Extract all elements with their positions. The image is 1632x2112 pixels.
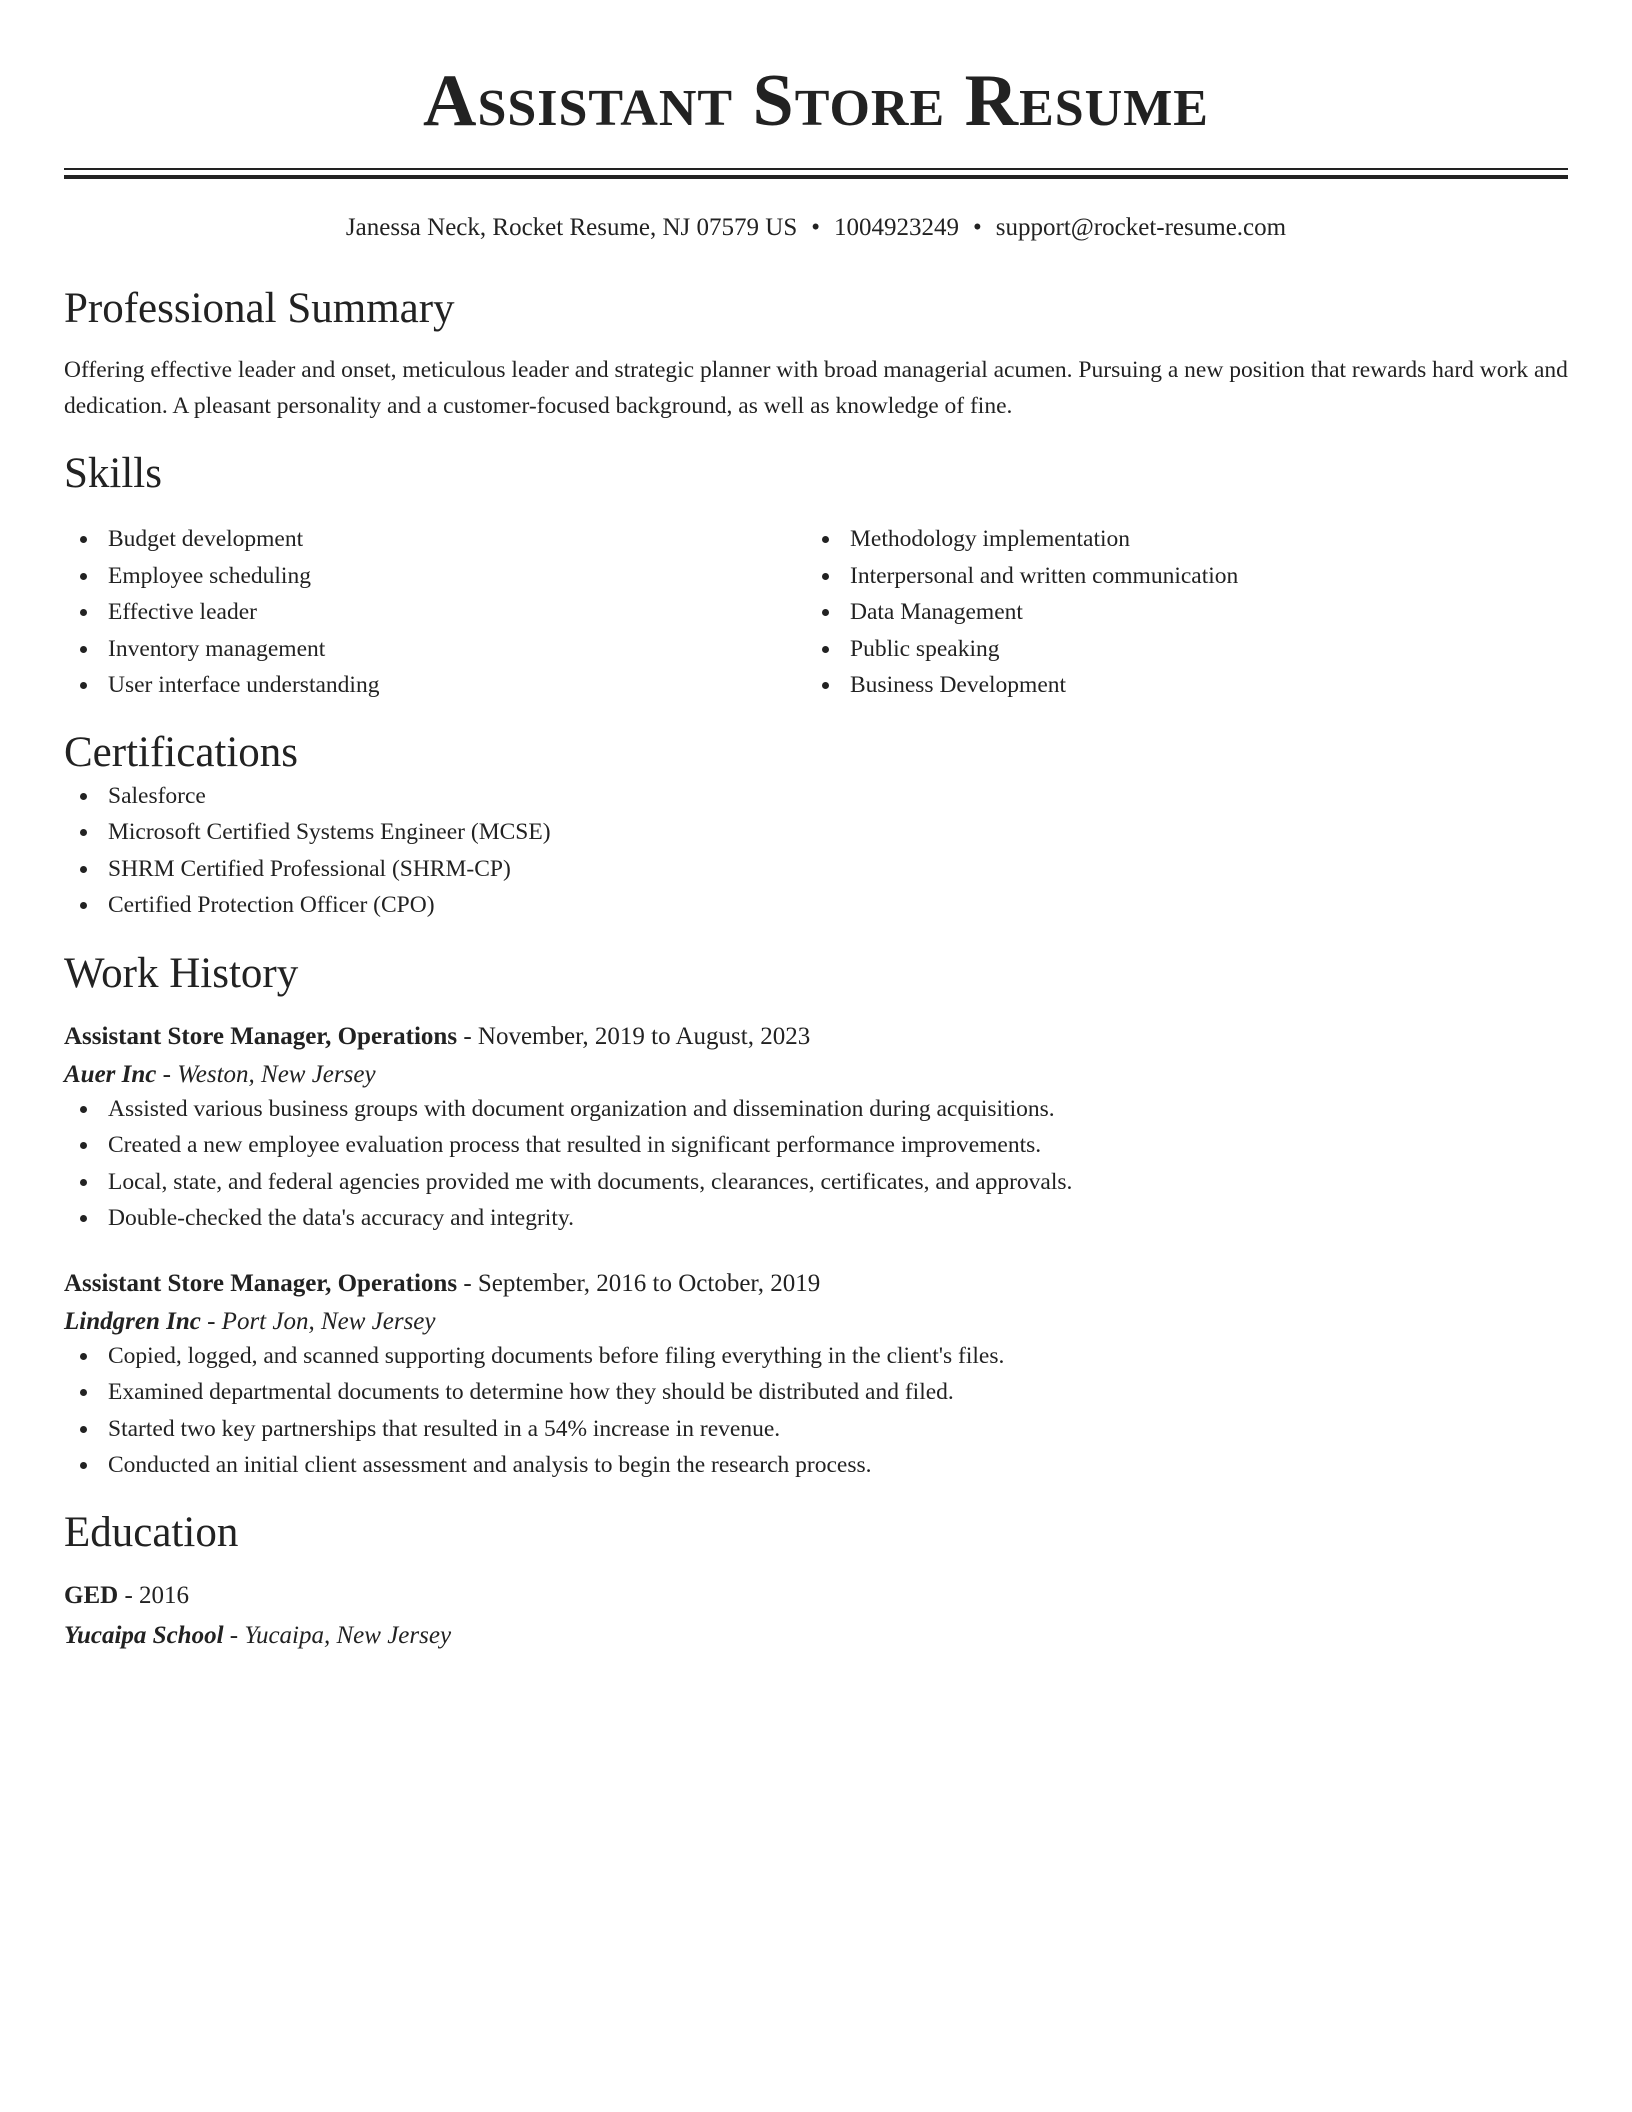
skill-label: Interpersonal and written communication — [850, 562, 1239, 589]
skills-heading: Skills — [64, 450, 162, 497]
contact-separator: • — [973, 214, 982, 241]
certification-item — [64, 851, 1568, 888]
certification-item — [64, 778, 1568, 815]
job-duty-text: Assisted various business groups with document organization and dissemination during acquisitions. — [108, 1095, 1055, 1122]
skill-item — [806, 631, 1548, 668]
job-entry — [64, 1021, 1568, 1237]
education-year: - 2016 — [118, 1581, 190, 1609]
bullet-icon — [80, 793, 87, 800]
certifications-section — [64, 728, 1568, 924]
job-entry — [64, 1268, 1568, 1484]
summary-section — [64, 284, 1568, 424]
contact-separator: • — [811, 214, 821, 241]
job-duty-item — [64, 1164, 1568, 1201]
job-duty-text: Local, state, and federal agencies provided me with documents, clearances, certificates, and approvals. — [108, 1168, 1073, 1195]
skill-item — [806, 667, 1548, 704]
skill-label: Public speaking — [850, 635, 1000, 662]
skill-item — [806, 521, 1548, 558]
bullet-icon — [822, 609, 829, 616]
bullet-icon — [80, 646, 87, 653]
education-school-line — [64, 1620, 1568, 1652]
job-company-line — [64, 1059, 1568, 1091]
skill-label: Budget development — [108, 526, 304, 552]
bullet-icon — [80, 829, 87, 836]
skill-label: Inventory management — [108, 635, 326, 662]
certification-label: Certified Protection Officer (CPO) — [108, 892, 435, 918]
job-title-line — [64, 1268, 1568, 1300]
resume-page — [64, 0, 1568, 1652]
job-company-line — [64, 1306, 1568, 1338]
skill-item — [806, 594, 1548, 631]
bullet-icon — [80, 573, 87, 580]
job-duties-list — [64, 1338, 1568, 1484]
job-duty-item — [64, 1447, 1568, 1484]
title-rule-thin — [64, 168, 1568, 170]
contact-line — [64, 213, 1568, 243]
education-degree: GED — [64, 1581, 119, 1609]
bullet-icon — [80, 1215, 87, 1222]
title-rule-thick — [64, 175, 1568, 179]
certification-label: Salesforce — [108, 782, 206, 809]
education-school: Yucaipa School — [64, 1621, 224, 1649]
bullet-icon — [822, 646, 829, 653]
education-heading: Education — [64, 1508, 239, 1556]
skill-item — [64, 521, 806, 558]
bullet-icon — [80, 866, 87, 873]
skills-list-left — [64, 521, 806, 704]
job-title: Assistant Store Manager, Operations — [64, 1022, 458, 1050]
bullet-icon — [822, 682, 829, 689]
skills-section — [64, 449, 1568, 704]
education-degree-line — [64, 1580, 1568, 1612]
job-duty-text: Started two key partnerships that resulted in a 54% increase in revenue. — [108, 1415, 781, 1442]
skill-label: Business Development — [850, 672, 1067, 698]
skill-label: Data Management — [850, 599, 1023, 625]
job-duty-item — [64, 1127, 1568, 1164]
job-location: - Port Jon, New Jersey — [200, 1307, 436, 1335]
skill-label: Employee scheduling — [108, 562, 311, 589]
job-duty-item — [64, 1200, 1568, 1237]
skill-item — [64, 631, 806, 668]
job-duty-text: Copied, logged, and scanned supporting documents before filing everything in the client's files. — [108, 1342, 1005, 1369]
bullet-icon — [822, 573, 829, 580]
job-dates: - September, 2016 to October, 2019 — [457, 1269, 821, 1297]
job-duty-text: Conducted an initial client assessment and analysis to begin the research process. — [108, 1452, 872, 1478]
bullet-icon — [80, 1106, 87, 1113]
skill-item — [64, 594, 806, 631]
summary-text: Offering effective leader and onset, meticulous leader and strategic planner with broad managerial acumen. Pursuing a new position that rewards hard work and dedication. A pleasant personality and a customer-focused background, as well as knowledge of fine. — [64, 357, 1568, 419]
bullet-icon — [80, 1353, 87, 1360]
job-title: Assistant Store Manager, Operations — [64, 1269, 458, 1297]
job-title-line — [64, 1021, 1568, 1053]
bullet-icon — [80, 902, 87, 909]
bullet-icon — [80, 1179, 87, 1186]
job-location: - Weston, New Jersey — [156, 1060, 376, 1088]
summary-heading: Professional Summary — [64, 285, 455, 332]
work-history-section — [64, 949, 1568, 1484]
resume-title: Assistant Store Resume — [423, 60, 1209, 142]
certification-item — [64, 887, 1568, 924]
skill-item — [64, 558, 806, 595]
job-company: Lindgren Inc — [64, 1307, 201, 1335]
certification-label: SHRM Certified Professional (SHRM-CP) — [108, 855, 511, 882]
job-duty-text: Created a new employee evaluation process that resulted in significant performance improvements. — [108, 1132, 1042, 1158]
skills-columns — [64, 521, 1568, 704]
job-duty-item — [64, 1411, 1568, 1448]
bullet-icon — [822, 536, 829, 543]
skill-label: Methodology implementation — [850, 526, 1131, 552]
bullet-icon — [80, 1142, 87, 1149]
job-duty-item — [64, 1338, 1568, 1375]
certification-label: Microsoft Certified Systems Engineer (MCSE) — [108, 819, 551, 845]
skill-item — [806, 558, 1548, 595]
job-dates: - November, 2019 to August, 2023 — [457, 1022, 811, 1050]
contact-email: support@rocket-resume.com — [995, 214, 1287, 241]
bullet-icon — [80, 1426, 87, 1433]
job-duty-item — [64, 1091, 1568, 1128]
contact-address: Janessa Neck, Rocket Resume, NJ 07579 US — [345, 214, 798, 241]
education-entry — [64, 1580, 1568, 1652]
skills-column-right — [806, 521, 1548, 704]
bullet-icon — [80, 536, 87, 543]
skill-item — [64, 667, 806, 704]
bullet-icon — [80, 609, 87, 616]
job-duty-item — [64, 1374, 1568, 1411]
bullet-icon — [80, 1462, 87, 1469]
education-location: - Yucaipa, New Jersey — [223, 1621, 452, 1649]
skill-label: Effective leader — [108, 599, 257, 625]
bullet-icon — [80, 682, 87, 689]
job-duty-text: Double-checked the data's accuracy and integrity. — [108, 1205, 574, 1231]
certification-item — [64, 814, 1568, 851]
certifications-list — [64, 778, 1568, 924]
work-history-heading: Work History — [64, 949, 299, 997]
contact-phone: 1004923249 — [834, 214, 960, 241]
skill-label: User interface understanding — [108, 672, 380, 698]
job-duties-list — [64, 1091, 1568, 1237]
job-duty-text: Examined departmental documents to determine how they should be distributed and filed. — [108, 1379, 954, 1405]
job-company: Auer Inc — [64, 1060, 157, 1088]
skills-column-left — [64, 521, 806, 704]
bullet-icon — [80, 1389, 87, 1396]
skills-list-right — [806, 521, 1548, 704]
education-section — [64, 1508, 1568, 1652]
certifications-heading: Certifications — [64, 728, 299, 776]
